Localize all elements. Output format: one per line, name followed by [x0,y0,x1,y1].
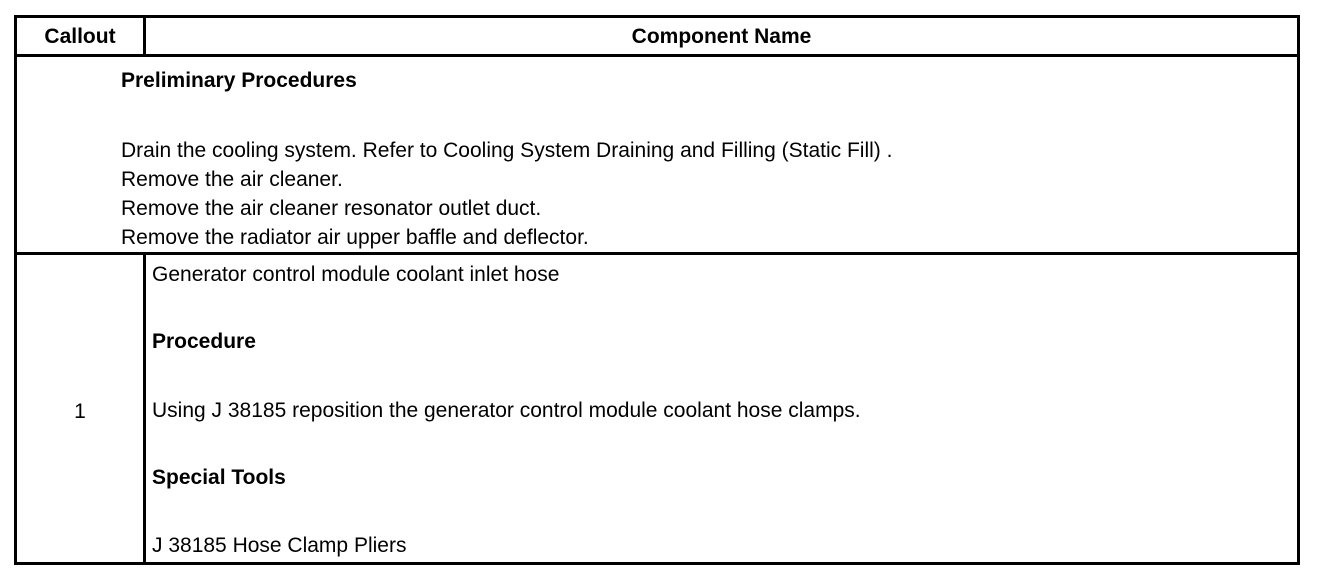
component-name: Generator control module coolant inlet hose [152,263,560,286]
component-table [14,15,1300,565]
component-name-column-header: Component Name [631,25,812,48]
preliminary-step: Drain the cooling system. Refer to Cooling System Draining and Filling (Static Fill) . [121,139,893,162]
special-tools-heading: Special Tools [152,466,286,489]
table-header-row [17,18,1297,57]
preliminary-procedures-row [17,57,1297,255]
component-cell [152,255,1297,562]
preliminary-step: Remove the air cleaner resonator outlet duct. [121,197,542,220]
preliminary-steps-list [121,136,892,252]
preliminary-step: Remove the radiator air upper baffle and deflector. [121,226,589,249]
callout-cell [17,255,146,562]
table-row [17,255,1297,562]
procedure-text: Using J 38185 reposition the generator control module coolant hose clamps. [152,399,861,422]
preliminary-step: Remove the air cleaner. [121,168,343,191]
special-tools-text: J 38185 Hose Clamp Pliers [152,534,407,557]
procedure-heading: Procedure [152,330,256,353]
callout-column-header: Callout [17,18,146,54]
callout-number: 1 [74,400,86,423]
preliminary-procedures-title: Preliminary Procedures [121,69,357,92]
